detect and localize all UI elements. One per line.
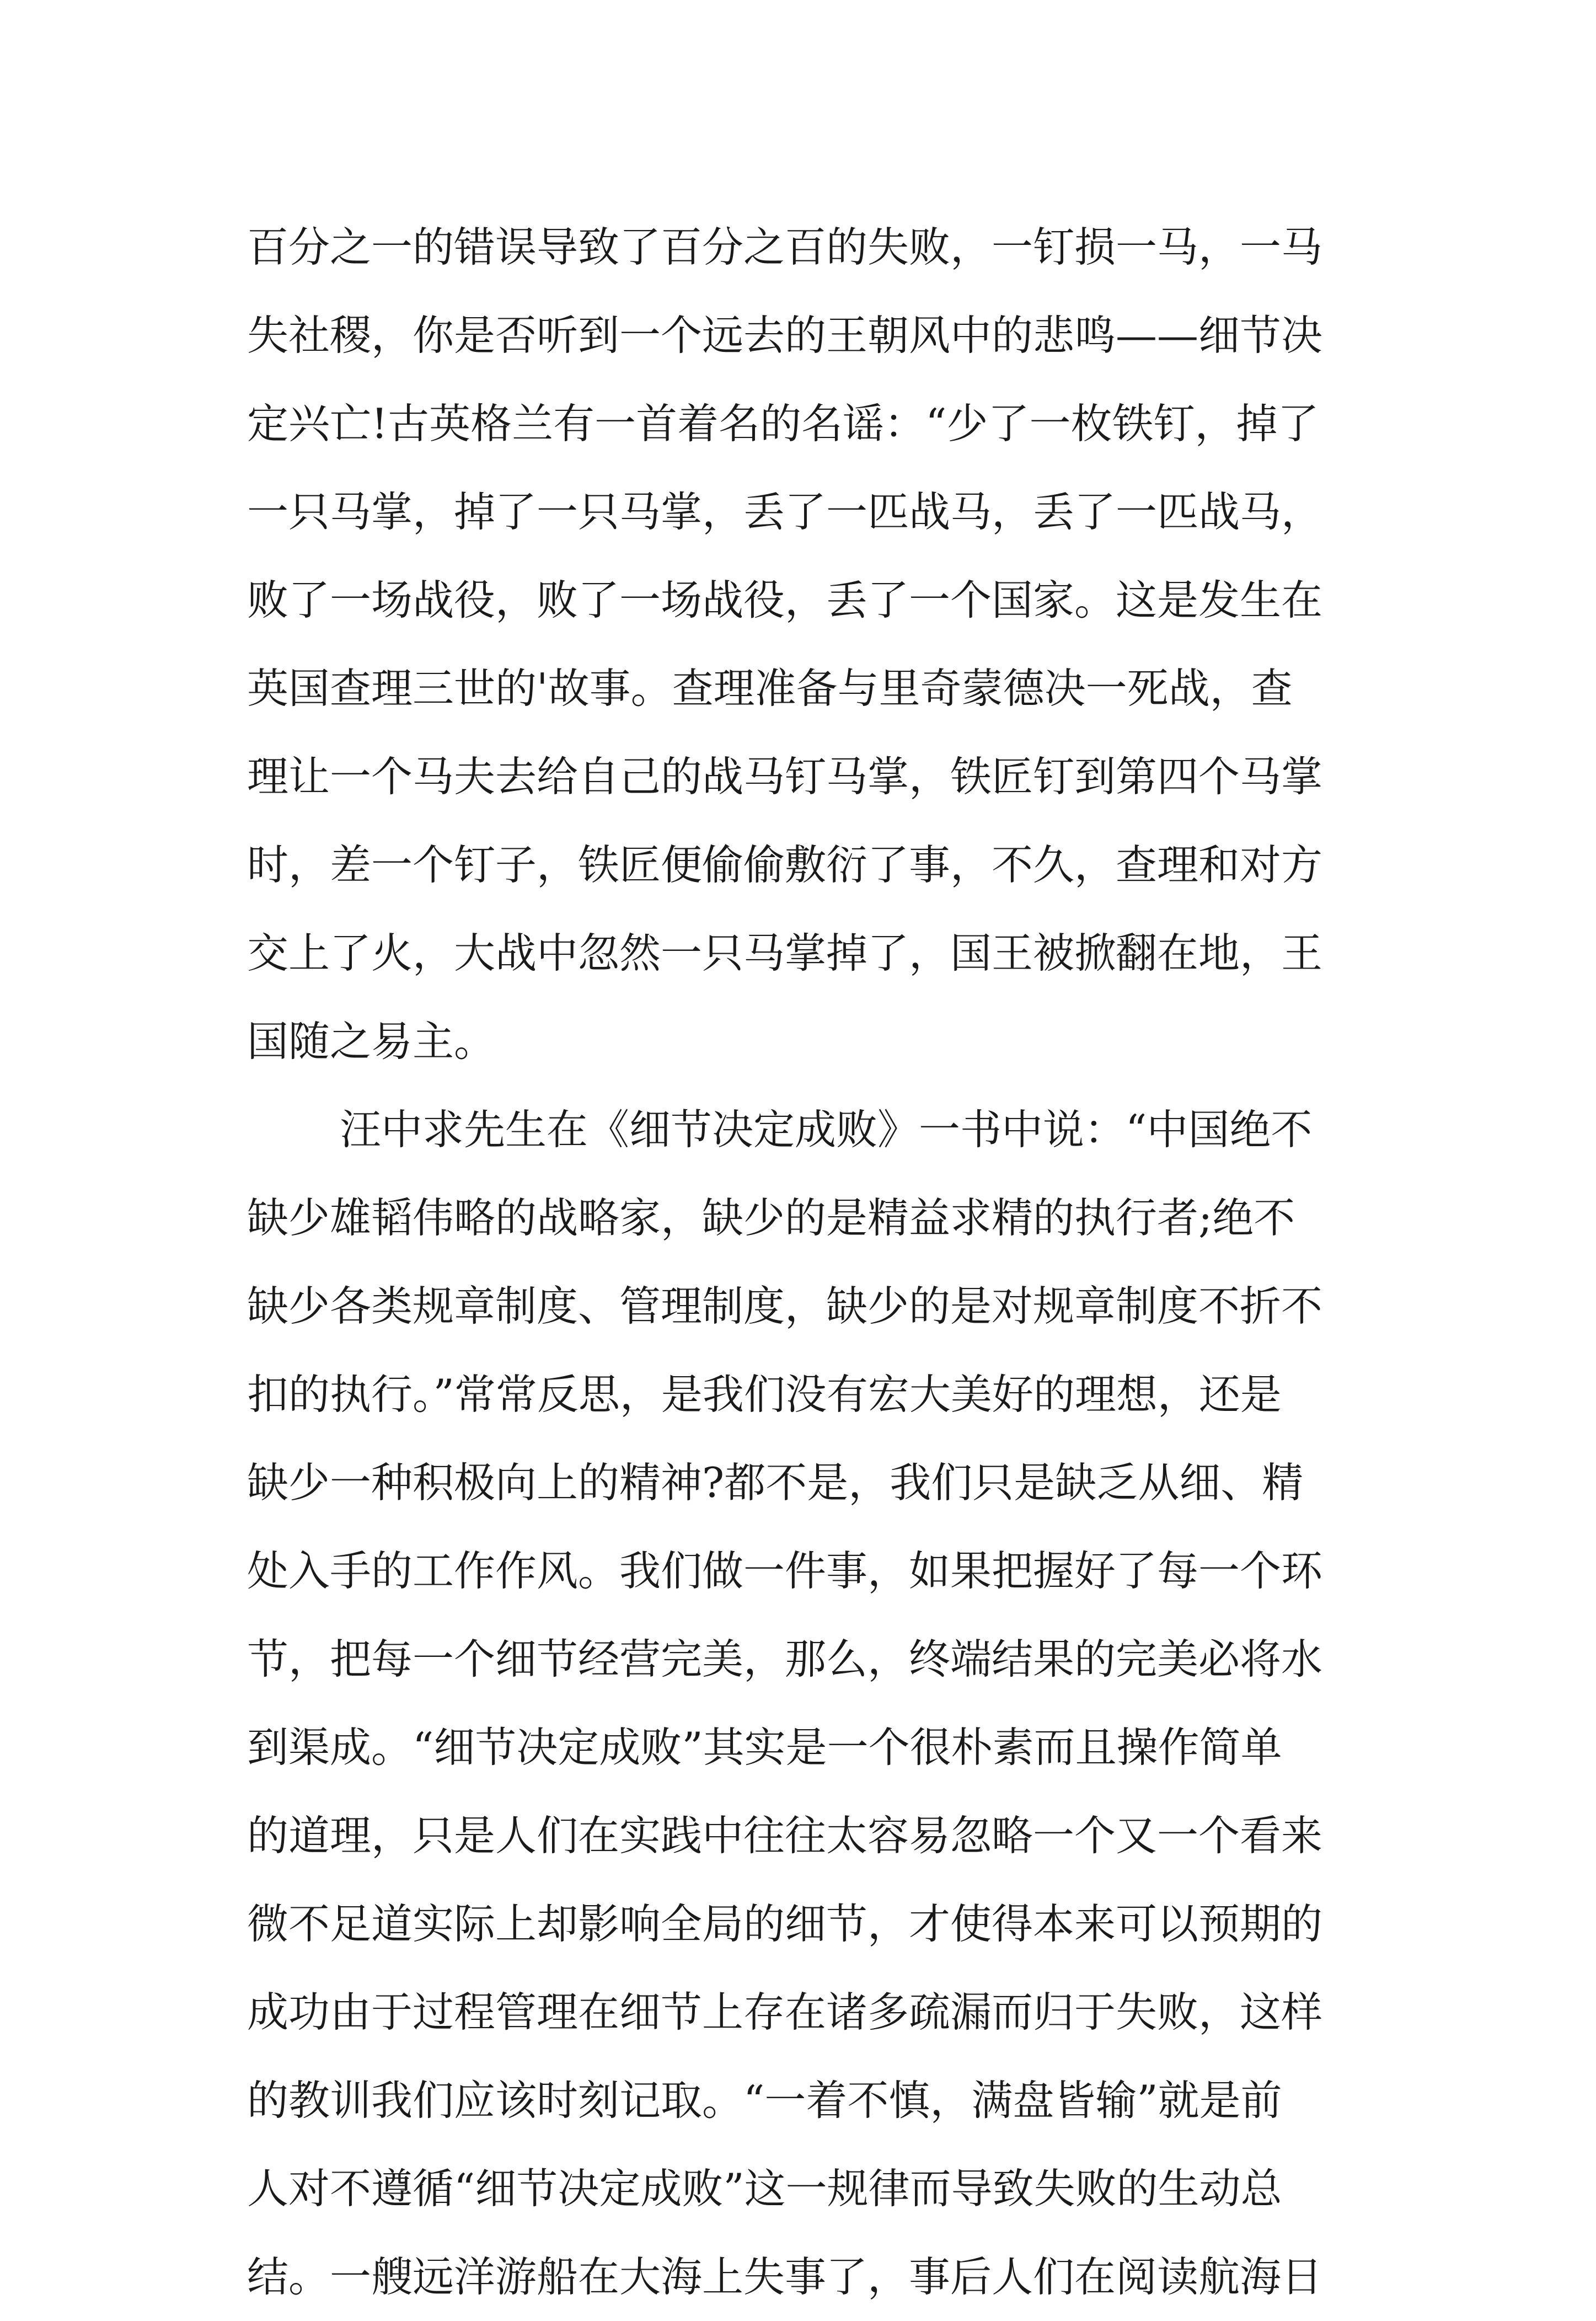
text-line: 败了一场战役，败了一场战役，丢了一个国家。这是发生在: [247, 576, 1323, 624]
document-body: [247, 203, 1364, 2321]
text-line: 失社稷，你是否听到一个远去的王朝风中的悲鸣——细节决: [247, 311, 1323, 360]
text-line: 处入手的工作作风。我们做一件事，如果把握好了每一个环: [247, 1547, 1323, 1595]
text-line: 的教训我们应该时刻记取。“一着不慎，满盘皆输”就是前: [247, 2076, 1282, 2125]
text-line: 时，差一个钉子，铁匠便偷偷敷衍了事，不久，查理和对方: [247, 841, 1323, 889]
text-line: 一只马掌，掉了一只马掌，丢了一匹战马，丢了一匹战马，: [247, 488, 1323, 536]
text-line: 扣的执行。”常常反思，是我们没有宏大美好的理想，还是: [247, 1370, 1282, 1419]
text-line: 到渠成。“细节决定成败”其实是一个很朴素而且操作简单: [247, 1723, 1282, 1772]
text-line: 定兴亡!古英格兰有一首着名的名谣：“少了一枚铁钉，掉了: [247, 399, 1319, 448]
text-line: 国随之易主。: [247, 1017, 496, 1066]
text-line: 的道理，只是人们在实践中往往太容易忽略一个又一个看来: [247, 1811, 1323, 1860]
text-line: 节，把每一个细节经营完美，那么，终端结果的完美必将水: [247, 1635, 1323, 1683]
paragraph-first-line: 汪中求先生在《细节决定成败》一书中说：“中国绝不: [340, 1105, 1313, 1154]
text-line: 缺少雄韬伟略的战略家，缺少的是精益求精的执行者;绝不: [247, 1194, 1295, 1242]
text-line: 缺少各类规章制度、管理制度，缺少的是对规章制度不折不: [247, 1282, 1323, 1330]
text-line: 百分之一的错误导致了百分之百的失败，一钉损一马，一马: [247, 223, 1323, 271]
text-line: 人对不遵循“细节决定成败”这一规律而导致失败的生动总: [247, 2164, 1282, 2213]
text-line: 英国查理三世的'故事。查理准备与里奇蒙德决一死战，查: [247, 664, 1293, 713]
text-line: 成功由于过程管理在细节上存在诸多疏漏而归于失败，这样: [247, 1988, 1323, 2036]
text-line: 交上了火，大战中忽然一只马掌掉了，国王被掀翻在地，王: [247, 929, 1323, 977]
text-line: 结。一艘远洋游船在大海上失事了，事后人们在阅读航海日: [247, 2253, 1323, 2301]
text-line: 理让一个马夫去给自己的战马钉马掌，铁匠钉到第四个马掌: [247, 752, 1323, 801]
text-line: 微不足道实际上却影响全局的细节，才使得本来可以预期的: [247, 1900, 1323, 1948]
text-line: 缺少一种积极向上的精神?都不是，我们只是缺乏从细、精: [247, 1458, 1304, 1507]
